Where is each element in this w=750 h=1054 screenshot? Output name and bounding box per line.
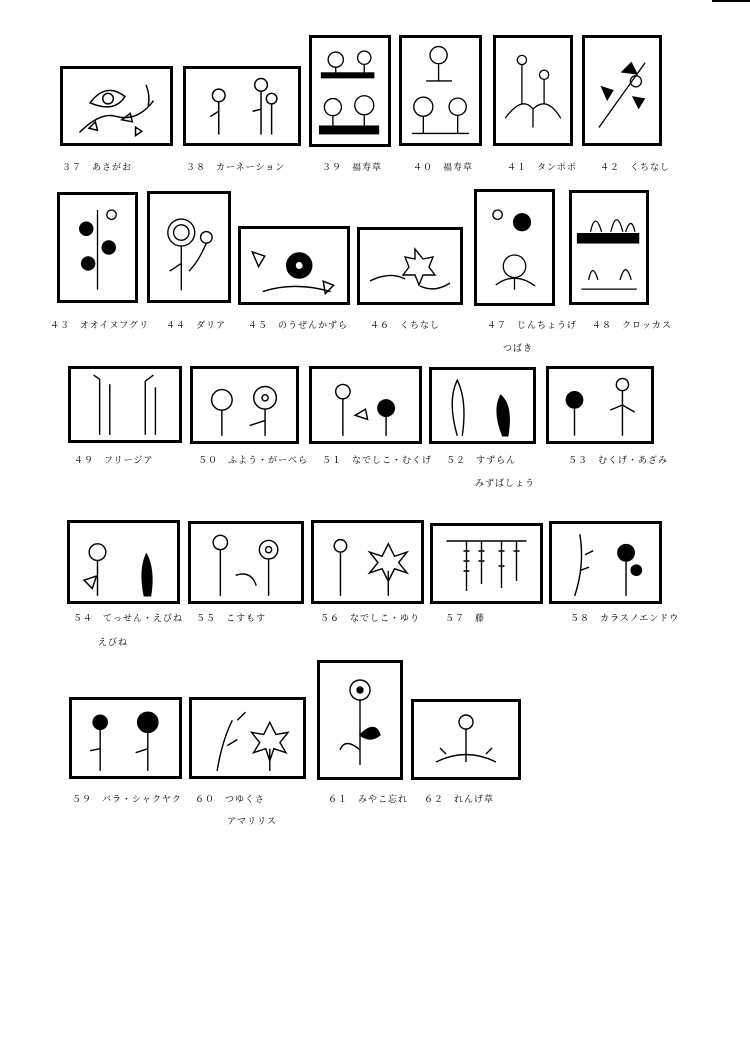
caption-40: ４０ 福寿草 <box>413 163 474 173</box>
caption-38: ３８ カーネーション <box>186 163 286 173</box>
flower-frame-54 <box>67 520 180 604</box>
flower-frame-56 <box>311 520 424 604</box>
caption-44: ４４ ダリア <box>166 321 227 331</box>
flower-frame-59 <box>69 697 182 779</box>
flower-frame-44 <box>147 191 231 303</box>
flower-frame-47 <box>474 189 555 306</box>
flower-frame-52 <box>429 367 536 444</box>
caption-62: ６２ れんげ草 <box>424 795 495 805</box>
caption-59: ５９ バラ・シャクヤク <box>72 795 182 805</box>
flower-frame-58 <box>549 521 662 604</box>
flower-frame-61 <box>317 660 403 780</box>
subcaption-tsubaki: つばき <box>503 344 534 354</box>
caption-45: ４５ のうぜんかずら <box>248 321 349 331</box>
flower-frame-40 <box>399 35 482 146</box>
caption-58: ５８ カラスノエンドウ <box>570 614 680 624</box>
caption-43: ４３ オオイヌフグリ <box>50 321 150 331</box>
caption-53: ５３ むくげ・あざみ <box>568 456 669 466</box>
caption-57: ５７ 藤 <box>445 614 486 624</box>
caption-48: ４８ クロッカス <box>592 321 672 331</box>
caption-47: ４７ じんちょうげ <box>487 321 578 331</box>
flower-frame-53 <box>546 366 654 444</box>
flower-frame-41 <box>493 35 573 146</box>
flower-frame-46 <box>357 227 463 305</box>
caption-56: ５６ なでしこ・ゆり <box>320 614 421 624</box>
flower-frame-62 <box>411 699 521 780</box>
caption-54: ５４ てっせん・えびね <box>73 614 184 624</box>
flower-frame-37 <box>60 66 173 146</box>
caption-60: ６０ つゆくさ <box>195 795 266 805</box>
corner-mark <box>712 0 750 2</box>
caption-41: ４１ タンポポ <box>507 163 578 173</box>
caption-61: ６１ みやこ忘れ <box>328 795 409 805</box>
flower-frame-57 <box>430 523 543 604</box>
subcaption-ebine: えびね <box>98 638 129 648</box>
caption-46: ４６ くちなし <box>370 321 441 331</box>
caption-37: ３７ あさがお <box>62 163 133 173</box>
flower-frame-42 <box>582 35 662 146</box>
flower-frame-50 <box>190 366 299 444</box>
flower-frame-45 <box>238 226 350 305</box>
caption-55: ５５ こすもす <box>196 614 267 624</box>
subcaption-amaryllis: アマリリス <box>227 817 277 827</box>
flower-frame-39 <box>309 35 391 147</box>
caption-50: ５０ ふよう・がーべら <box>198 456 309 466</box>
flower-frame-49 <box>68 366 182 443</box>
caption-39: ３９ 福寿草 <box>322 163 383 173</box>
caption-49: ４９ フリージア <box>74 456 154 466</box>
subcaption-mizubasho: みずばしょう <box>475 479 536 489</box>
flower-frame-60 <box>189 697 306 779</box>
flower-frame-43 <box>57 192 138 303</box>
caption-52: ５２ すずらん <box>446 456 517 466</box>
flower-frame-48 <box>569 190 649 305</box>
flower-frame-38 <box>183 66 301 146</box>
flower-frame-51 <box>309 366 422 444</box>
flower-frame-55 <box>188 521 304 604</box>
caption-51: ５１ なでしこ・むくげ <box>322 456 433 466</box>
caption-42: ４２ くちなし <box>600 163 671 173</box>
